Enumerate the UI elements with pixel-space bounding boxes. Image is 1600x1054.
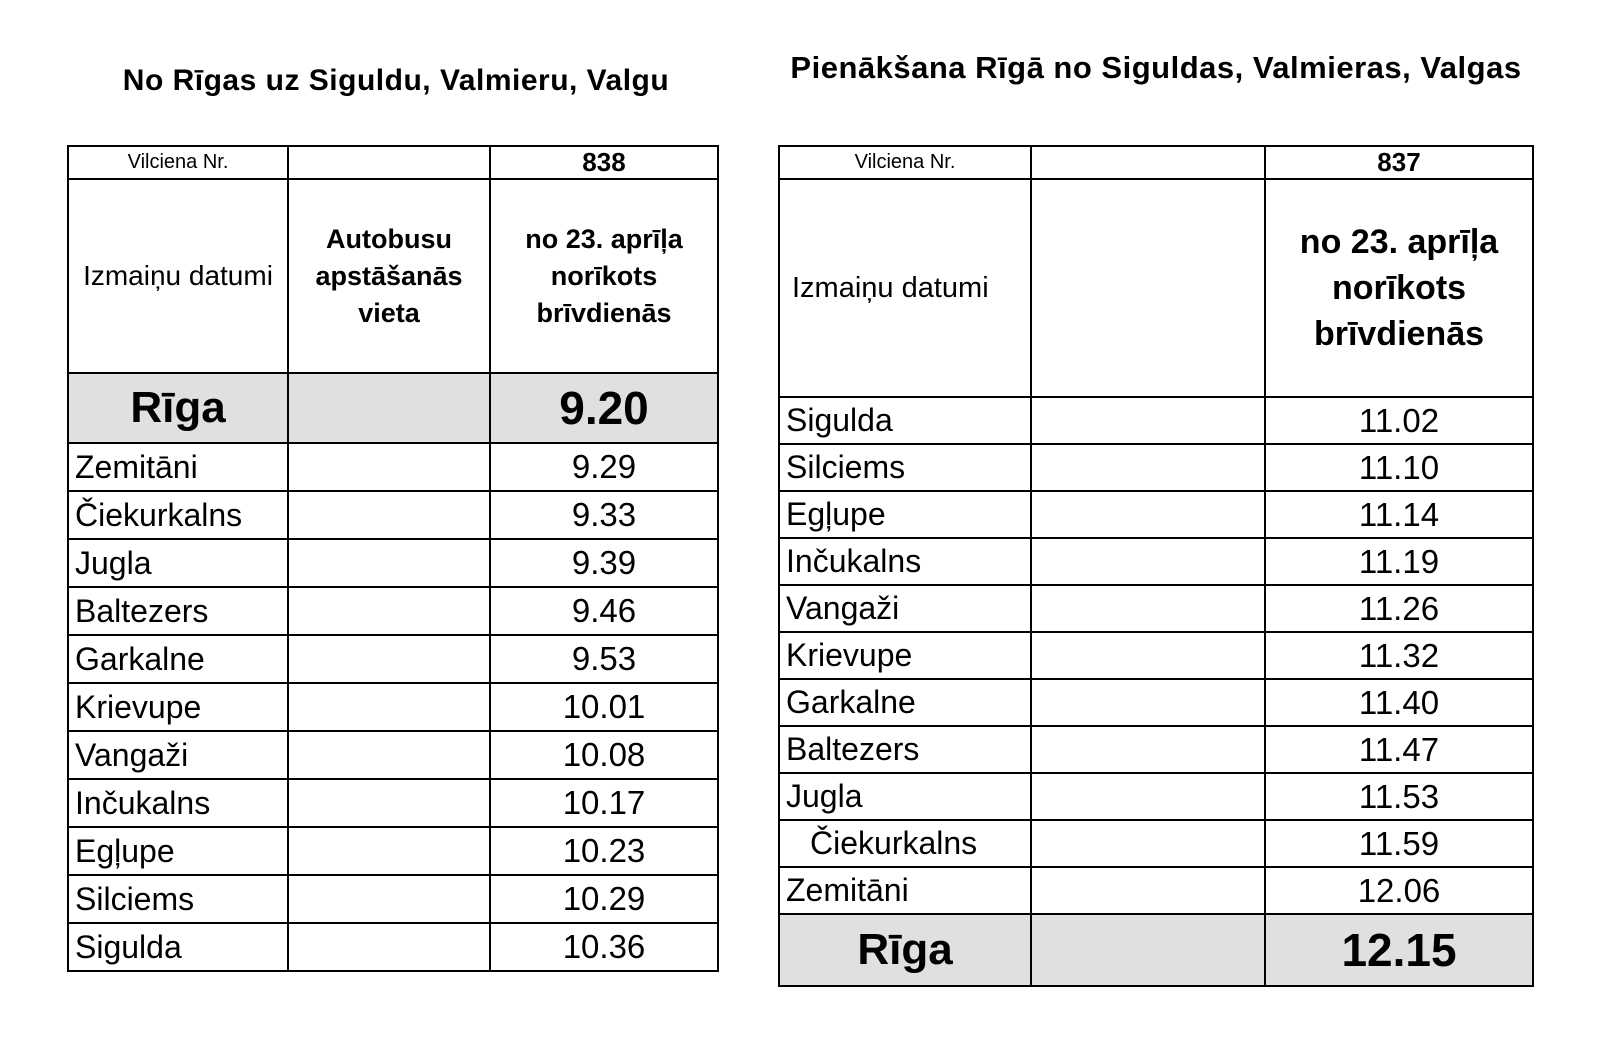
departure-time: 9.29	[490, 443, 718, 491]
table-row	[779, 444, 1533, 491]
empty-cell	[1031, 679, 1265, 726]
header-change-dates: Izmaiņu datumi	[68, 179, 288, 373]
bus-stop-cell	[288, 635, 490, 683]
arrival-time: 11.26	[1265, 585, 1533, 632]
station-name: Baltezers	[68, 587, 288, 635]
bus-stop-cell	[288, 923, 490, 971]
departure-time: 10.17	[490, 779, 718, 827]
station-name: Silciems	[68, 875, 288, 923]
departure-time: 10.23	[490, 827, 718, 875]
empty-cell	[1031, 820, 1265, 867]
bus-stop-cell	[288, 683, 490, 731]
table-row	[68, 539, 718, 587]
empty-cell	[1031, 867, 1265, 914]
table-row	[68, 923, 718, 971]
departure-time: 10.36	[490, 923, 718, 971]
table-row	[779, 538, 1533, 585]
empty-cell	[288, 146, 490, 179]
header-bus-stop: Autobusu apstāšanās vieta	[288, 179, 490, 373]
bus-stop-cell	[288, 587, 490, 635]
arrival-time: 11.10	[1265, 444, 1533, 491]
left-table-title: No Rīgas uz Siguldu, Valmieru, Valgu	[122, 64, 670, 97]
table-row	[779, 585, 1533, 632]
empty-cell	[1031, 914, 1265, 986]
train-number-row	[68, 146, 718, 179]
arrival-time: 11.59	[1265, 820, 1533, 867]
origin-station: Rīga	[68, 373, 288, 443]
empty-cell	[1031, 179, 1265, 397]
arrival-time: 11.53	[1265, 773, 1533, 820]
empty-cell	[1031, 726, 1265, 773]
empty-cell	[1031, 397, 1265, 444]
empty-cell	[1031, 773, 1265, 820]
bus-stop-cell	[288, 779, 490, 827]
train-number-label: Vilciena Nr.	[68, 146, 288, 179]
station-name: Jugla	[68, 539, 288, 587]
bus-stop-cell	[288, 491, 490, 539]
table-row	[68, 443, 718, 491]
arrival-time: 11.14	[1265, 491, 1533, 538]
arrival-time: 12.06	[1265, 867, 1533, 914]
station-name: Čiekurkalns	[68, 491, 288, 539]
station-name: Zemitāni	[779, 867, 1031, 914]
origin-row	[68, 373, 718, 443]
arrival-time: 11.19	[1265, 538, 1533, 585]
outbound-timetable	[67, 145, 719, 972]
table-row	[779, 726, 1533, 773]
table-row	[68, 683, 718, 731]
header-row	[68, 179, 718, 373]
departure-time: 10.08	[490, 731, 718, 779]
empty-cell	[1031, 538, 1265, 585]
table-row	[779, 632, 1533, 679]
bus-stop-cell	[288, 875, 490, 923]
table-row	[68, 875, 718, 923]
table-row	[779, 491, 1533, 538]
station-name: Baltezers	[779, 726, 1031, 773]
table-row	[779, 820, 1533, 867]
origin-time: 9.20	[490, 373, 718, 443]
destination-time: 12.15	[1265, 914, 1533, 986]
table-row	[68, 827, 718, 875]
train-number: 837	[1265, 146, 1533, 179]
station-name: Silciems	[779, 444, 1031, 491]
table-row	[779, 397, 1533, 444]
bus-stop-cell	[288, 443, 490, 491]
station-name: Čiekurkalns	[779, 820, 1031, 867]
arrival-time: 11.40	[1265, 679, 1533, 726]
station-name: Egļupe	[68, 827, 288, 875]
bus-stop-cell	[288, 827, 490, 875]
table-row	[779, 773, 1533, 820]
departure-time: 9.53	[490, 635, 718, 683]
table-row	[779, 679, 1533, 726]
departure-time: 9.39	[490, 539, 718, 587]
empty-cell	[1031, 491, 1265, 538]
table-row	[68, 587, 718, 635]
station-name: Garkalne	[779, 679, 1031, 726]
train-number: 838	[490, 146, 718, 179]
station-name: Sigulda	[779, 397, 1031, 444]
station-name: Vangaži	[68, 731, 288, 779]
station-name: Jugla	[779, 773, 1031, 820]
right-table-title: Pienākšana Rīgā no Siguldas, Valmieras, Valgas	[790, 50, 1522, 85]
station-name: Inčukalns	[779, 538, 1031, 585]
arrival-time: 11.02	[1265, 397, 1533, 444]
station-name: Sigulda	[68, 923, 288, 971]
departure-time: 9.46	[490, 587, 718, 635]
empty-cell	[1031, 444, 1265, 491]
destination-station: Rīga	[779, 914, 1031, 986]
bus-stop-cell	[288, 539, 490, 587]
station-name: Vangaži	[779, 585, 1031, 632]
empty-cell	[1031, 585, 1265, 632]
train-number-label: Vilciena Nr.	[779, 146, 1031, 179]
inbound-timetable	[778, 145, 1534, 987]
station-name: Garkalne	[68, 635, 288, 683]
table-row	[68, 779, 718, 827]
station-name: Egļupe	[779, 491, 1031, 538]
table-row	[779, 867, 1533, 914]
header-schedule: no 23. aprīļa norīkots brīvdienās	[1265, 179, 1533, 397]
arrival-time: 11.47	[1265, 726, 1533, 773]
station-name: Krievupe	[68, 683, 288, 731]
station-name: Krievupe	[779, 632, 1031, 679]
train-number-row	[779, 146, 1533, 179]
header-change-dates: Izmaiņu datumi	[779, 179, 1031, 397]
departure-time: 10.29	[490, 875, 718, 923]
station-name: Zemitāni	[68, 443, 288, 491]
arrival-time: 11.32	[1265, 632, 1533, 679]
table-row	[68, 635, 718, 683]
table-row	[68, 731, 718, 779]
header-schedule: no 23. aprīļa norīkots brīvdienās	[490, 179, 718, 373]
empty-cell	[1031, 146, 1265, 179]
destination-row	[779, 914, 1533, 986]
station-name: Inčukalns	[68, 779, 288, 827]
bus-stop-cell	[288, 373, 490, 443]
departure-time: 9.33	[490, 491, 718, 539]
table-row	[68, 491, 718, 539]
departure-time: 10.01	[490, 683, 718, 731]
bus-stop-cell	[288, 731, 490, 779]
empty-cell	[1031, 632, 1265, 679]
header-row	[779, 179, 1533, 397]
